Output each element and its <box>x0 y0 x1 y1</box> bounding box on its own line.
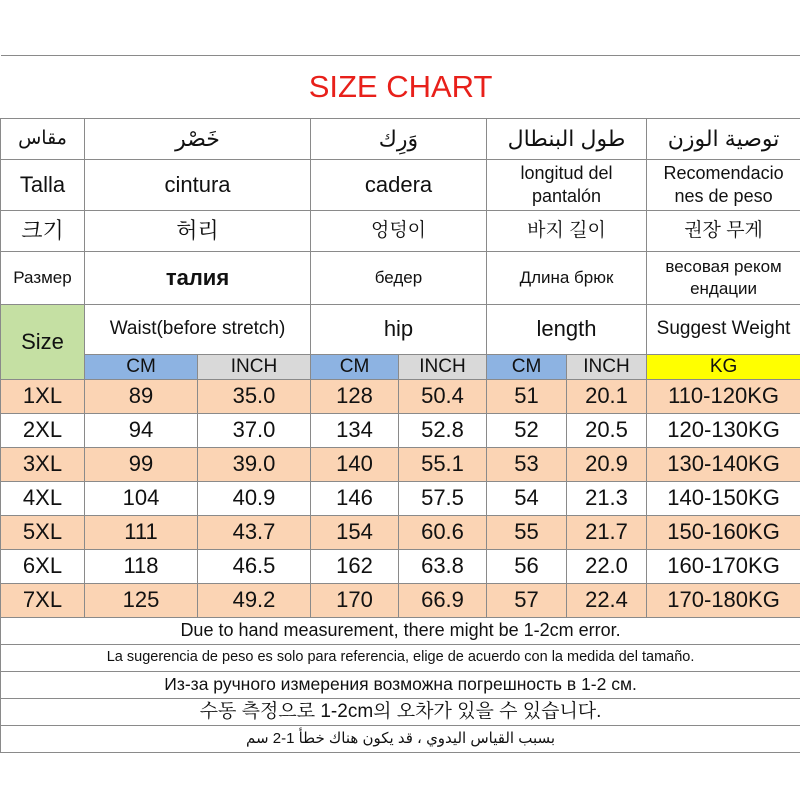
size-cell: 1XL <box>1 380 85 414</box>
length-cm-cell: 55 <box>487 516 567 550</box>
waist-inch-cell: 37.0 <box>198 414 311 448</box>
size-label-korean: 크기 <box>1 211 85 252</box>
waist-cm-cell: 104 <box>85 482 198 516</box>
footer-note-row <box>1 645 800 672</box>
header-row-arabic <box>1 119 800 160</box>
hip-label-korean: 엉덩이 <box>311 211 487 252</box>
size-label-russian: Размер <box>1 252 85 305</box>
waist-cm-unit: CM <box>85 355 198 380</box>
waist-cm-cell: 118 <box>85 550 198 584</box>
table-row <box>1 482 800 516</box>
header-row-korean <box>1 211 800 252</box>
table-row <box>1 448 800 482</box>
table-row <box>1 516 800 550</box>
weight-cell: 170-180KG <box>647 584 800 618</box>
hip-label-russian: бедер <box>311 252 487 305</box>
length-cm-cell: 56 <box>487 550 567 584</box>
weight-column-header: Suggest Weight <box>647 305 800 355</box>
length-inch-cell: 20.5 <box>567 414 647 448</box>
header-row-spanish <box>1 160 800 211</box>
size-cell: 2XL <box>1 414 85 448</box>
hip-cm-cell: 128 <box>311 380 399 414</box>
weight-cell: 160-170KG <box>647 550 800 584</box>
footer-note-korean: 수동 측정으로 1-2cm의 오차가 있을 수 있습니다. <box>1 699 800 726</box>
length-label-korean: 바지 길이 <box>487 211 647 252</box>
length-cm-cell: 51 <box>487 380 567 414</box>
footer-note-row <box>1 672 800 699</box>
waist-cm-cell: 99 <box>85 448 198 482</box>
length-inch-cell: 21.7 <box>567 516 647 550</box>
length-inch-cell: 20.1 <box>567 380 647 414</box>
waist-inch-cell: 43.7 <box>198 516 311 550</box>
length-cm-cell: 54 <box>487 482 567 516</box>
hip-inch-cell: 63.8 <box>399 550 487 584</box>
waist-label-russian: талия <box>85 252 311 305</box>
size-cell: 6XL <box>1 550 85 584</box>
waist-inch-cell: 39.0 <box>198 448 311 482</box>
hip-cm-cell: 162 <box>311 550 399 584</box>
units-row <box>1 355 800 380</box>
hip-inch-cell: 52.8 <box>399 414 487 448</box>
length-label-russian: Длина брюк <box>487 252 647 305</box>
hip-cm-cell: 140 <box>311 448 399 482</box>
weight-label-spanish: Recomendacio nes de peso <box>647 160 800 211</box>
weight-cell: 150-160KG <box>647 516 800 550</box>
hip-label-arabic: وَرِك <box>311 119 487 160</box>
weight-cell: 130-140KG <box>647 448 800 482</box>
length-inch-cell: 22.4 <box>567 584 647 618</box>
length-label-arabic: طول البنطال <box>487 119 647 160</box>
waist-inch-cell: 49.2 <box>198 584 311 618</box>
length-label-spanish: longitud del pantalón <box>487 160 647 211</box>
size-cell: 3XL <box>1 448 85 482</box>
waist-inch-cell: 46.5 <box>198 550 311 584</box>
size-cell: 5XL <box>1 516 85 550</box>
length-inch-unit: INCH <box>567 355 647 380</box>
size-label-arabic: مقاس <box>1 119 85 160</box>
length-inch-cell: 20.9 <box>567 448 647 482</box>
footer-note-spanish: La sugerencia de peso es solo para referencia, elige de acuerdo con la medida del tamaño. <box>1 645 800 672</box>
table-row <box>1 380 800 414</box>
hip-inch-cell: 66.9 <box>399 584 487 618</box>
footer-note-row <box>1 699 800 726</box>
weight-kg-unit: KG <box>647 355 800 380</box>
hip-cm-cell: 134 <box>311 414 399 448</box>
waist-cm-cell: 89 <box>85 380 198 414</box>
size-chart-table <box>0 55 800 753</box>
table-row <box>1 414 800 448</box>
length-inch-cell: 22.0 <box>567 550 647 584</box>
hip-inch-unit: INCH <box>399 355 487 380</box>
header-row-english <box>1 305 800 355</box>
weight-label-russian: весовая реком ендации <box>647 252 800 305</box>
hip-inch-cell: 55.1 <box>399 448 487 482</box>
hip-column-header: hip <box>311 305 487 355</box>
hip-cm-cell: 146 <box>311 482 399 516</box>
hip-inch-cell: 57.5 <box>399 482 487 516</box>
length-column-header: length <box>487 305 647 355</box>
footer-note-row <box>1 726 800 753</box>
waist-label-spanish: cintura <box>85 160 311 211</box>
length-cm-cell: 57 <box>487 584 567 618</box>
footer-note-row <box>1 618 800 645</box>
waist-label-korean: 허리 <box>85 211 311 252</box>
waist-label-arabic: خَصْر <box>85 119 311 160</box>
waist-column-header: Waist(before stretch) <box>85 305 311 355</box>
size-cell: 4XL <box>1 482 85 516</box>
waist-inch-unit: INCH <box>198 355 311 380</box>
size-cell: 7XL <box>1 584 85 618</box>
hip-cm-cell: 154 <box>311 516 399 550</box>
length-cm-cell: 53 <box>487 448 567 482</box>
chart-title: SIZE CHART <box>1 56 800 119</box>
weight-cell: 120-130KG <box>647 414 800 448</box>
hip-cm-unit: CM <box>311 355 399 380</box>
hip-inch-cell: 60.6 <box>399 516 487 550</box>
size-chart-sheet <box>0 55 800 753</box>
weight-label-arabic: توصية الوزن <box>647 119 800 160</box>
table-row <box>1 584 800 618</box>
header-row-russian <box>1 252 800 305</box>
weight-cell: 110-120KG <box>647 380 800 414</box>
weight-cell: 140-150KG <box>647 482 800 516</box>
footer-note-english: Due to hand measurement, there might be 1-2cm error. <box>1 618 800 645</box>
length-cm-unit: CM <box>487 355 567 380</box>
waist-inch-cell: 35.0 <box>198 380 311 414</box>
waist-cm-cell: 125 <box>85 584 198 618</box>
hip-cm-cell: 170 <box>311 584 399 618</box>
waist-cm-cell: 111 <box>85 516 198 550</box>
hip-inch-cell: 50.4 <box>399 380 487 414</box>
footer-note-arabic: بسبب القياس اليدوي ، قد يكون هناك خطأ 1-2 سم <box>1 726 800 753</box>
size-column-header: Size <box>1 305 85 380</box>
length-inch-cell: 21.3 <box>567 482 647 516</box>
weight-label-korean: 권장 무게 <box>647 211 800 252</box>
table-row <box>1 550 800 584</box>
size-label-spanish: Talla <box>1 160 85 211</box>
length-cm-cell: 52 <box>487 414 567 448</box>
hip-label-spanish: cadera <box>311 160 487 211</box>
waist-cm-cell: 94 <box>85 414 198 448</box>
footer-note-russian: Из-за ручного измерения возможна погрешность в 1-2 см. <box>1 672 800 699</box>
waist-inch-cell: 40.9 <box>198 482 311 516</box>
